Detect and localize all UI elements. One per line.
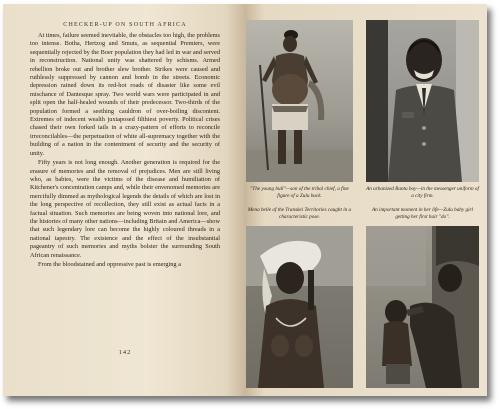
page-number: 142 [118,349,132,356]
paragraph: At times, failure seemed inevitable, the obstacles too high, the problems too intense. Botha, Hertzog and Smuts, as sequential Premiers, were sequentially rejected by the Boer population they had led in war and served in reconstruction. National unity was shattered by schisms. Armed rebellion broke out and brother slew brother. Strikes were caused and ruthlessly suppressed by cannon and bomb in the streets. Economic depression rained down its red-hot roads of disaster like some evil mischance of Dantesque spray. Two world wars were participated in and split open the half-healed wounds of their predecessor. Two-thirds of the population formed a seething cauldron of over-boiling discontent. Extremes of indecent wealth juxtaposed filthiest poverty. Political crises chased their own forked tails in a crazy-pattern of efforts to reconcile irreconcilables—the perpetuation of white all-supremacy together with the building of a nation in the contentment of security and the security of unity. [30,32,220,157]
caption-uniformed-boy: An urbanized Bantu boy—in the messenger uniform of a city firm. [366,186,479,199]
running-head: CHECKER-UP ON SOUTH AFRICA [63,22,187,28]
caption-baby-hair: An important moment in her life—Zulu baby girl getting her first hair "do". [371,207,473,220]
paragraph: From the bloodstained and oppressive past is emerging a [38,260,181,268]
baby-haircut-photo [366,226,479,388]
zulu-warrior-photo [246,20,353,182]
transkei-woman-photo [246,226,353,388]
paragraph: Fifty years is not long enough. Another generation is required for the erasure of memories and the removal of prejudices. Men are still living who, as babies, were the victims of the disease and humiliation of Kitchener's concentration camps and, while their envenomed memories are mercifully dimmed as mythological legends the details of which are lost in the long perspective of recollection, they still exist as actual facts in a factual situation. Such memories are being woven into national lore, and the histories of many other nations—including Britain and America—show that such legendary lore can become the highly coloured threads in a national tapestry. The existence and the effect of the insubstantial pageantry of such memories and myths bolster the surrounding South African renaissance. [30,159,220,259]
body-text [30,32,220,347]
caption-warrior: "The young bull"—son of the tribal chief, a fine figure of a Zulu buck. [250,186,349,199]
caption-transkei-woman: Mena belle of the Transkei Territories caught in a characteristic pose. [247,207,352,220]
uniformed-man-photo [366,20,479,182]
